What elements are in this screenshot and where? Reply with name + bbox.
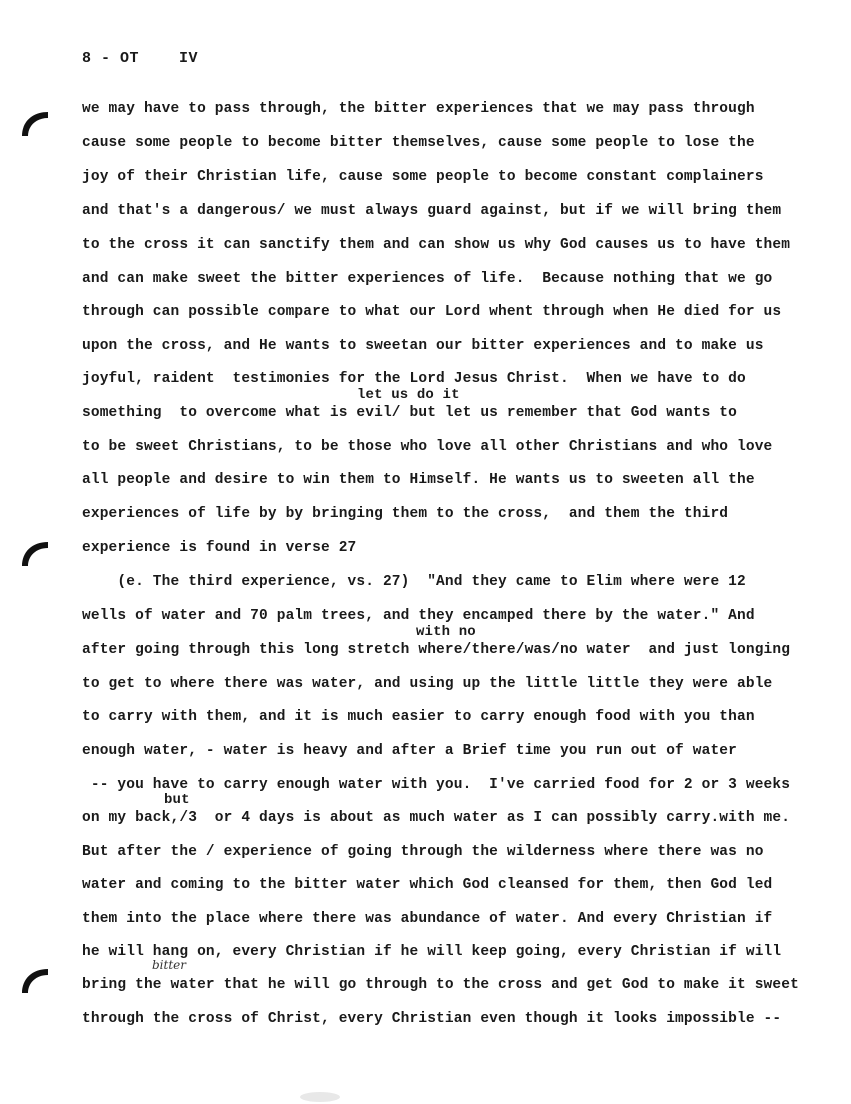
- page-number: 8 - OT: [82, 50, 140, 67]
- text-line: on my back,/3 or 4 days is about as much water as I can possibly carry.with me.: [82, 810, 791, 826]
- text-line: all people and desire to win them to Himself. He wants us to sweeten all the: [82, 472, 755, 488]
- page-header: [82, 50, 198, 67]
- text-line: enough water, - water is heavy and after a Brief time you run out of water: [82, 743, 738, 759]
- handwritten-insert: bitter: [152, 958, 187, 972]
- text-line: and that's a dangerous/ we must always guard against, but if we will bring them: [82, 203, 782, 219]
- hole-punch-mark: [18, 538, 52, 572]
- text-line: wells of water and 70 palm trees, and they encamped there by the water." And: [82, 608, 755, 624]
- text-line: to get to where there was water, and using up the little little they were able: [82, 676, 773, 692]
- typed-insert: with no: [416, 624, 476, 640]
- text-line: bring the water that he will go through to the cross and get God to make it sweet: [82, 977, 799, 993]
- text-line: to the cross it can sanctify them and can show us why God causes us to have them: [82, 237, 791, 253]
- text-line: experience is found in verse 27: [82, 540, 357, 556]
- text-line: something to overcome what is evil/ but let us remember that God wants to: [82, 405, 738, 421]
- text-line: joy of their Christian life, cause some people to become constant complainers: [82, 169, 764, 185]
- text-line: -- you have to carry enough water with you. I've carried food for 2 or 3 weeks: [82, 777, 791, 793]
- text-line: experiences of life by by bringing them to the cross, and them the third: [82, 506, 729, 522]
- hole-punch-mark: [18, 108, 52, 142]
- text-line: (e. The third experience, vs. 27) "And they came to Elim where were 12: [82, 574, 746, 590]
- scan-smudge: [300, 1092, 340, 1102]
- section-number: IV: [179, 50, 199, 67]
- text-line: after going through this long stretch where/there/was/no water and just longing: [82, 642, 791, 658]
- text-line: upon the cross, and He wants to sweetan our bitter experiences and to make us: [82, 338, 764, 354]
- text-line: them into the place where there was abundance of water. And every Christian if: [82, 911, 773, 927]
- text-line: But after the / experience of going through the wilderness where there was no: [82, 844, 764, 860]
- text-line: joyful, raident testimonies for the Lord Jesus Christ. When we have to do: [82, 371, 746, 387]
- text-line: and can make sweet the bitter experiences of life. Because nothing that we go: [82, 271, 773, 287]
- hole-punch-mark: [18, 965, 52, 999]
- text-line: cause some people to become bitter themselves, cause some people to lose the: [82, 135, 755, 151]
- typed-insert: let us do it: [357, 387, 460, 403]
- text-line: we may have to pass through, the bitter experiences that we may pass through: [82, 101, 755, 117]
- text-line: to carry with them, and it is much easier to carry enough food with you than: [82, 709, 755, 725]
- text-line: water and coming to the bitter water which God cleansed for them, then God led: [82, 877, 773, 893]
- typed-insert: but: [164, 792, 190, 808]
- text-line: he will hang on, every Christian if he will keep going, every Christian if will: [82, 944, 782, 960]
- text-line: to be sweet Christians, to be those who love all other Christians and who love: [82, 439, 773, 455]
- text-line: through the cross of Christ, every Christian even though it looks impossible --: [82, 1011, 782, 1027]
- text-line: through can possible compare to what our Lord whent through when He died for us: [82, 304, 782, 320]
